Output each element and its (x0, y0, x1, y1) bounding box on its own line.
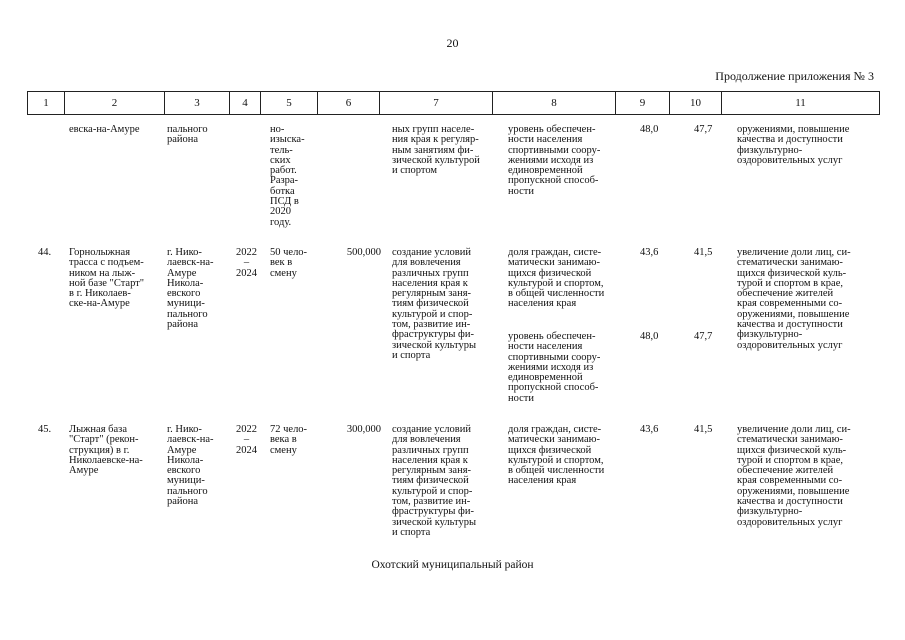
indicator: доля граждан, систе- матически занимаю- щихся физической культурой и спортом, в общей численности населения края (508, 247, 605, 310)
column-header: 9 (616, 92, 670, 115)
column-header: 8 (493, 92, 616, 115)
indicator: уровень обеспечен- ности населения спортивными соору- жениями исходя из единовременной пропускной способ- ности (508, 124, 601, 197)
indicator-value: 43,6 (640, 424, 659, 435)
row-number: 45. (38, 424, 52, 435)
expected-result: увеличение доли лиц, си- стематически занимаю- щихся физической куль- турой и спортом в крае, обеспечение жителей края современными со- оружениями, повышение качества и доступности физкультурно- оздоровительных услуг (737, 247, 851, 351)
cost: 500,000 (346, 247, 381, 258)
indicator-value: 43,6 (640, 247, 659, 258)
indicator-value: 48,0 (640, 331, 659, 342)
goal: создание условий для вовлечения различных групп населения края к регулярным заня- тиям физической культурой и спор- том, развитие ин- фраструктуры фи- зической культуры и спорта (392, 247, 477, 361)
column-header: 1 (28, 92, 65, 115)
indicator: уровень обеспечен- ности населения спортивными соору- жениями исходя из единовременной пропускной способ- ности (508, 331, 601, 404)
column-header: 6 (318, 92, 380, 115)
district: г. Нико- лаевск-на- Амуре Никола- евского муници- пального района (167, 424, 214, 508)
row-number: 44. (38, 247, 52, 258)
indicator-value: 48,0 (640, 124, 659, 135)
column-header: 2 (65, 92, 165, 115)
column-header: 11 (722, 92, 880, 115)
indicator-value: 47,7 (694, 124, 713, 135)
object-name: евска-на-Амуре (69, 124, 140, 135)
goal: ных групп населе- ния края к регуляр- ным занятиям фи- зической культурой и спортом (392, 124, 480, 177)
column-header: 7 (380, 92, 493, 115)
indicator-value: 41,5 (694, 247, 713, 258)
appendix-label: Продолжение приложения № 3 (715, 69, 874, 83)
capacity: 50 чело- век в смену (270, 247, 308, 279)
capacity: но- изыска- тель- ских работ. Разра- ботка ПСД в 2020 году. (270, 124, 305, 228)
column-header: 3 (165, 92, 230, 115)
column-header-row (28, 92, 880, 115)
capacity: 72 чело- века в смену (270, 424, 308, 456)
cost: 300,000 (346, 424, 381, 435)
indicator: доля граждан, систе- матически занимаю- щихся физической культурой и спортом, в общей численности населения края (508, 424, 605, 487)
column-header: 4 (230, 92, 261, 115)
period: 2022 – 2024 (236, 424, 257, 456)
column-header-table (27, 91, 880, 115)
district: пального района (167, 124, 208, 146)
district: г. Нико- лаевск-на- Амуре Никола- евского муници- пального района (167, 247, 214, 331)
column-header: 10 (670, 92, 722, 115)
period: 2022 – 2024 (236, 247, 257, 279)
expected-result: оружениями, повышение качества и доступности физкультурно- оздоровительных услуг (737, 124, 850, 166)
section-title: Охотский муниципальный район (371, 559, 534, 571)
indicator-value: 47,7 (694, 331, 713, 342)
page-number: 20 (446, 36, 459, 50)
object-name: Горнолыжная трасса с подъем- ником на лыж- ной базе "Старт" в г. Николаев- ске-на-Амуре (69, 247, 145, 310)
indicator-value: 41,5 (694, 424, 713, 435)
object-name: Лыжная база "Старт" (рекон- струкция) в г. Николаевске-на- Амуре (69, 424, 143, 477)
column-header: 5 (261, 92, 318, 115)
goal: создание условий для вовлечения различных групп населения края к регулярным заня- тиям физической культурой и спор- том, развитие ин- фраструктуры фи- зической культуры и спорта (392, 424, 477, 538)
expected-result: увеличение доли лиц, си- стематически занимаю- щихся физической куль- турой и спортом в крае, обеспечение жителей края современными со- оружениями, повышение качества и доступности физкультурно- оздоровительных услуг (737, 424, 851, 528)
